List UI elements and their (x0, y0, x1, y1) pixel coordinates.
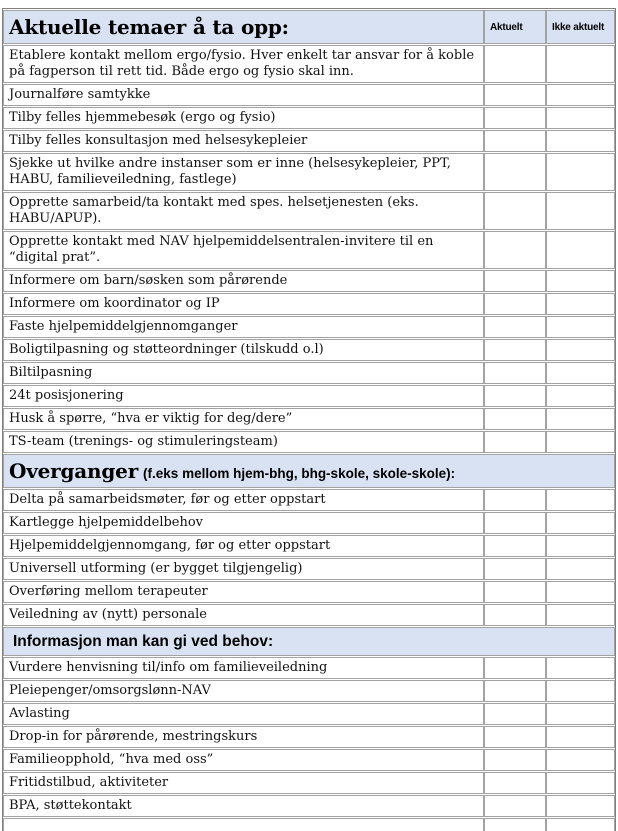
table-row (3, 231, 615, 269)
ikke-aktuelt-cell[interactable] (546, 431, 615, 453)
ikke-aktuelt-cell[interactable] (546, 316, 615, 338)
topic-cell: Delta på samarbeidsmøter, før og etter oppstart (3, 489, 484, 511)
topic-cell: Overføring mellom terapeuter (3, 581, 484, 603)
ikke-aktuelt-cell[interactable] (546, 362, 615, 384)
topic-cell: Opprette kontakt med NAV hjelpemiddelsentralen-invitere til en “digital prat”. (3, 231, 484, 269)
aktuelt-cell[interactable] (484, 339, 546, 361)
topic-cell: Tilby felles hjemmebesøk (ergo og fysio) (3, 107, 484, 129)
section-title-cell (3, 10, 484, 44)
table-row (3, 293, 615, 315)
ikke-aktuelt-cell[interactable] (546, 107, 615, 129)
aktuelt-cell[interactable] (484, 130, 546, 152)
aktuelt-cell[interactable] (484, 657, 546, 679)
ikke-aktuelt-cell[interactable] (546, 130, 615, 152)
ikke-aktuelt-cell[interactable] (546, 535, 615, 557)
table-row (3, 339, 615, 361)
topic-cell: Faste hjelpemiddelgjennomganger (3, 316, 484, 338)
aktuelt-cell[interactable] (484, 408, 546, 430)
ikke-aktuelt-cell[interactable] (546, 680, 615, 702)
aktuelt-cell[interactable] (484, 362, 546, 384)
aktuelt-cell[interactable] (484, 385, 546, 407)
table-row (3, 84, 615, 106)
table-row (3, 45, 615, 83)
ikke-aktuelt-cell[interactable] (546, 231, 615, 269)
section-title: Overganger (9, 459, 139, 483)
topic-cell: Familieopphold, “hva med oss” (3, 749, 484, 771)
aktuelt-cell[interactable] (484, 270, 546, 292)
table-row (3, 408, 615, 430)
ikke-aktuelt-cell[interactable] (546, 558, 615, 580)
table-row (3, 604, 615, 626)
aktuelt-cell[interactable] (484, 558, 546, 580)
ikke-aktuelt-cell[interactable] (546, 604, 615, 626)
aktuelt-cell[interactable] (484, 535, 546, 557)
topic-cell (3, 818, 484, 831)
topic-cell: Hjelpemiddelgjennomgang, før og etter oppstart (3, 535, 484, 557)
ikke-aktuelt-cell[interactable] (546, 726, 615, 748)
ikke-aktuelt-cell[interactable] (546, 772, 615, 794)
ikke-aktuelt-cell[interactable] (546, 45, 615, 83)
ikke-aktuelt-cell[interactable] (546, 657, 615, 679)
topic-cell: BPA, støttekontakt (3, 795, 484, 817)
topic-cell: Drop-in for pårørende, mestringskurs (3, 726, 484, 748)
ikke-aktuelt-cell[interactable] (546, 408, 615, 430)
aktuelt-cell[interactable] (484, 107, 546, 129)
section-title-suffix: (f.eks mellom hjem-bhg, bhg-skole, skole-skole): (143, 466, 456, 481)
aktuelt-cell[interactable] (484, 153, 546, 191)
topic-cell: Opprette samarbeid/ta kontakt med spes. helsetjenesten (eks. HABU/APUP). (3, 192, 484, 230)
topic-cell: Avlasting (3, 703, 484, 725)
aktuelt-cell[interactable] (484, 231, 546, 269)
topic-cell: Universell utforming (er bygget tilgjengelig) (3, 558, 484, 580)
topic-cell: Informere om barn/søsken som pårørende (3, 270, 484, 292)
column-header-aktuelt: Aktuelt (484, 10, 546, 44)
aktuelt-cell[interactable] (484, 703, 546, 725)
aktuelt-cell[interactable] (484, 680, 546, 702)
checklist-table (2, 8, 616, 831)
aktuelt-cell[interactable] (484, 795, 546, 817)
section-header-row (3, 10, 615, 44)
topic-cell: TS-team (trenings- og stimuleringsteam) (3, 431, 484, 453)
aktuelt-cell[interactable] (484, 726, 546, 748)
table-row (3, 749, 615, 771)
topic-cell: Husk å spørre, “hva er viktig for deg/dere” (3, 408, 484, 430)
section-header-row (3, 454, 615, 488)
table-row (3, 703, 615, 725)
aktuelt-cell[interactable] (484, 604, 546, 626)
section-title-cell (3, 454, 615, 488)
table-row (3, 385, 615, 407)
ikke-aktuelt-cell[interactable] (546, 512, 615, 534)
ikke-aktuelt-cell[interactable] (546, 581, 615, 603)
aktuelt-cell[interactable] (484, 512, 546, 534)
table-row (3, 192, 615, 230)
aktuelt-cell[interactable] (484, 431, 546, 453)
topic-cell: Pleiepenger/omsorgslønn-NAV (3, 680, 484, 702)
section-title: Aktuelle temaer å ta opp: (9, 15, 289, 39)
table-row (3, 130, 615, 152)
ikke-aktuelt-cell[interactable] (546, 703, 615, 725)
topic-cell: Biltilpasning (3, 362, 484, 384)
topic-cell: Fritidstilbud, aktiviteter (3, 772, 484, 794)
section-header-row (3, 627, 615, 656)
table-row (3, 512, 615, 534)
aktuelt-cell[interactable] (484, 84, 546, 106)
table-row (3, 795, 615, 817)
table-row (3, 431, 615, 453)
topic-cell: Etablere kontakt mellom ergo/fysio. Hver enkelt tar ansvar for å koble på fagperson til rett tid. Både ergo og fysio skal inn. (3, 45, 484, 83)
topic-cell: 24t posisjonering (3, 385, 484, 407)
ikke-aktuelt-cell[interactable] (546, 153, 615, 191)
table-row (3, 153, 615, 191)
table-row (3, 680, 615, 702)
topic-cell: Boligtilpasning og støtteordninger (tilskudd o.l) (3, 339, 484, 361)
ikke-aktuelt-cell[interactable] (546, 818, 615, 831)
topic-cell: Veiledning av (nytt) personale (3, 604, 484, 626)
aktuelt-cell[interactable] (484, 581, 546, 603)
table-row (3, 316, 615, 338)
topic-cell: Journalføre samtykke (3, 84, 484, 106)
ikke-aktuelt-cell[interactable] (546, 749, 615, 771)
table-row (3, 818, 615, 831)
column-header-ikke-aktuelt: Ikke aktuelt (546, 10, 615, 44)
ikke-aktuelt-cell[interactable] (546, 84, 615, 106)
checklist-table-body (3, 10, 615, 831)
aktuelt-cell[interactable] (484, 818, 546, 831)
table-row (3, 726, 615, 748)
section-title-cell (3, 627, 615, 656)
table-row (3, 558, 615, 580)
aktuelt-cell[interactable] (484, 293, 546, 315)
topic-cell: Informere om koordinator og IP (3, 293, 484, 315)
topic-cell: Vurdere henvisning til/info om familieveiledning (3, 657, 484, 679)
table-row (3, 772, 615, 794)
section-title: Informasjon man kan gi ved behov: (13, 633, 274, 650)
ikke-aktuelt-cell[interactable] (546, 192, 615, 230)
aktuelt-cell[interactable] (484, 45, 546, 83)
ikke-aktuelt-cell[interactable] (546, 270, 615, 292)
aktuelt-cell[interactable] (484, 192, 546, 230)
aktuelt-cell[interactable] (484, 316, 546, 338)
aktuelt-cell[interactable] (484, 489, 546, 511)
ikke-aktuelt-cell[interactable] (546, 489, 615, 511)
ikke-aktuelt-cell[interactable] (546, 293, 615, 315)
ikke-aktuelt-cell[interactable] (546, 339, 615, 361)
topic-cell: Sjekke ut hvilke andre instanser som er inne (helsesykepleier, PPT, HABU, familieveiledning, fastlege) (3, 153, 484, 191)
topic-cell: Kartlegge hjelpemiddelbehov (3, 512, 484, 534)
table-row (3, 657, 615, 679)
ikke-aktuelt-cell[interactable] (546, 795, 615, 817)
table-row (3, 581, 615, 603)
table-row (3, 362, 615, 384)
table-row (3, 270, 615, 292)
table-row (3, 489, 615, 511)
aktuelt-cell[interactable] (484, 749, 546, 771)
topic-cell: Tilby felles konsultasjon med helsesykepleier (3, 130, 484, 152)
table-row (3, 535, 615, 557)
table-row (3, 107, 615, 129)
ikke-aktuelt-cell[interactable] (546, 385, 615, 407)
aktuelt-cell[interactable] (484, 772, 546, 794)
